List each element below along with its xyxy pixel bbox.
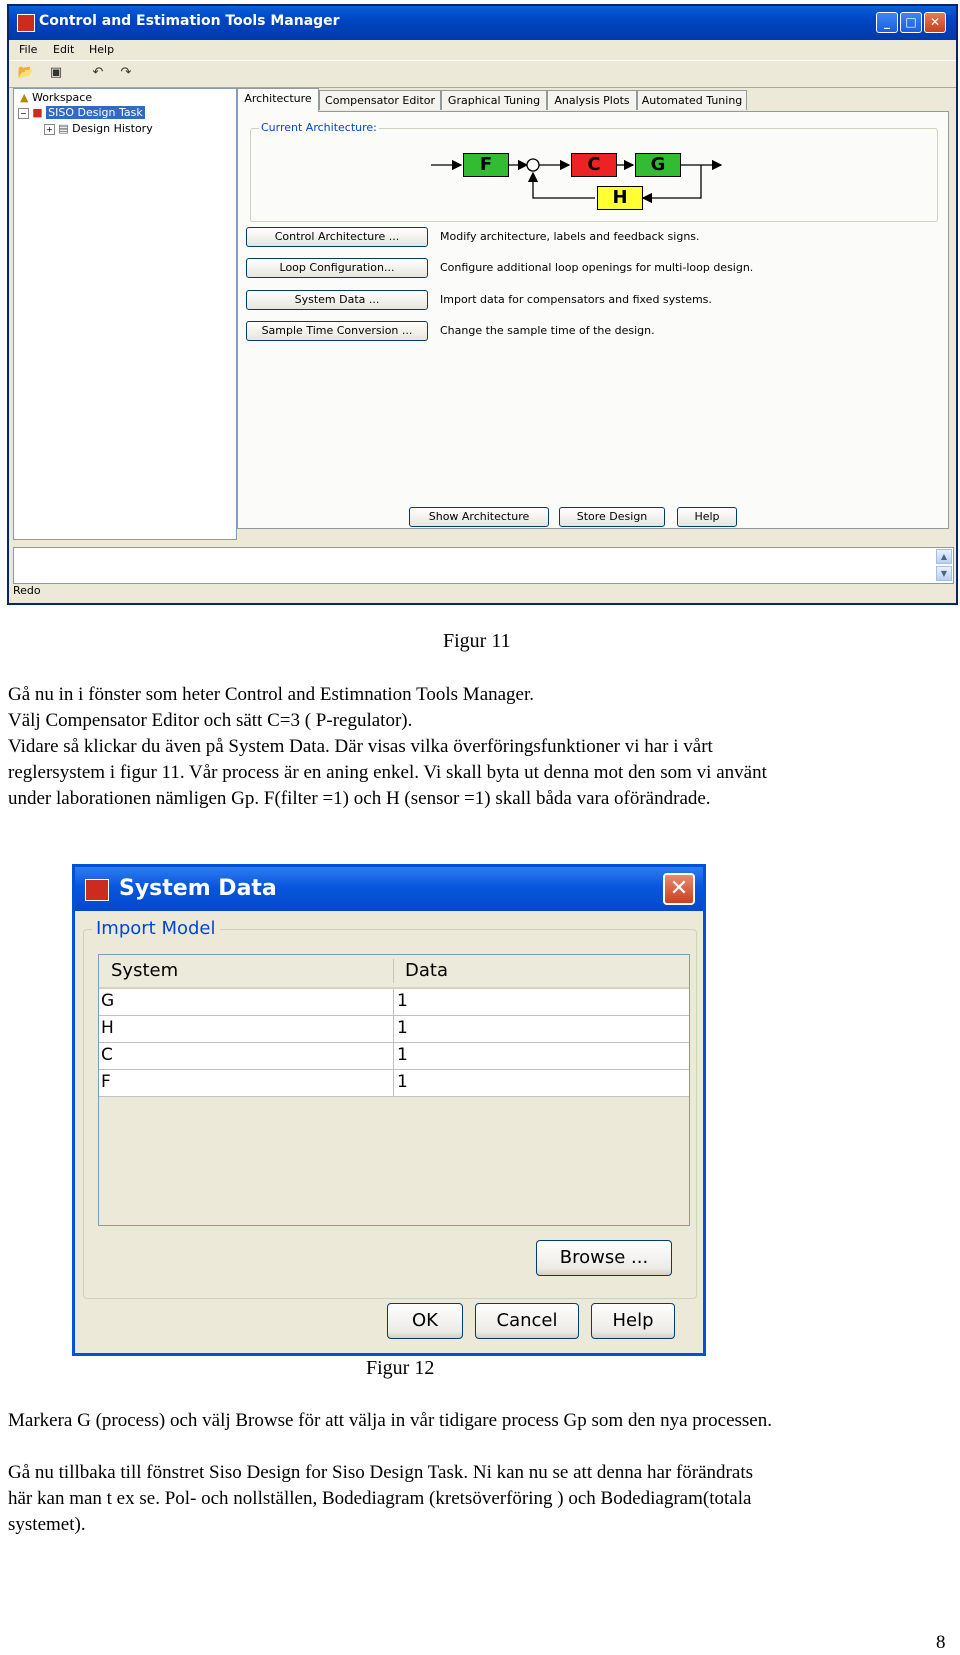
figure-12-caption: Figur 12 bbox=[366, 1357, 435, 1379]
task-icon: ■ bbox=[32, 106, 43, 119]
system-data-button[interactable]: System Data ... bbox=[246, 290, 428, 310]
paragraph-1-line-1: Gå nu in i fönster som heter Control and Estimnation Tools Manager. bbox=[8, 684, 535, 705]
cancel-button[interactable]: Cancel bbox=[475, 1303, 579, 1339]
cell-data[interactable]: 1 bbox=[397, 1072, 408, 1092]
cell-system[interactable]: F bbox=[101, 1072, 111, 1092]
current-architecture-label: Current Architecture: bbox=[261, 121, 377, 134]
help-button[interactable]: Help bbox=[677, 507, 737, 527]
status-bar: Redo bbox=[13, 584, 41, 597]
tab-strip bbox=[237, 88, 947, 112]
page-number: 8 bbox=[936, 1632, 946, 1653]
sample-time-conversion-description: Change the sample time of the design. bbox=[440, 324, 655, 337]
history-icon: ▤ bbox=[58, 122, 69, 135]
tab-automated-tuning[interactable]: Automated Tuning bbox=[637, 90, 747, 110]
current-architecture-group bbox=[250, 121, 938, 222]
figure-11-caption: Figur 11 bbox=[443, 630, 511, 652]
scroll-down-icon[interactable]: ▼ bbox=[936, 566, 952, 581]
block-h[interactable]: H bbox=[597, 186, 643, 210]
tree-node-siso-design-task[interactable]: − ■ SISO Design Task bbox=[20, 106, 143, 119]
tab-architecture[interactable]: Architecture bbox=[237, 88, 319, 112]
dialog-close-button[interactable]: ✕ bbox=[663, 873, 695, 905]
ok-button[interactable]: OK bbox=[387, 1303, 463, 1339]
paragraph-1-line-5: under laborationen nämligen Gp. F(filter =1) och H (sensor =1) skall båda vara oförändrade. bbox=[8, 788, 711, 809]
open-folder-icon[interactable]: 📂 bbox=[17, 65, 35, 80]
paragraph-3-line-2: här kan man t ex se. Pol- och nollställen, Bodediagram (kretsöverföring ) och Bodediagram(totala bbox=[8, 1488, 752, 1509]
block-f[interactable]: F bbox=[463, 153, 509, 177]
control-estimation-tools-window bbox=[7, 4, 958, 605]
browse-button[interactable]: Browse ... bbox=[536, 1240, 672, 1276]
cell-system[interactable]: C bbox=[101, 1045, 113, 1065]
menu-file[interactable]: File bbox=[19, 43, 38, 56]
cell-system[interactable]: G bbox=[101, 991, 115, 1011]
dialog-title-bar bbox=[75, 867, 703, 911]
redo-icon[interactable]: ↷ bbox=[120, 65, 132, 80]
help-button[interactable]: Help bbox=[591, 1303, 675, 1339]
import-model-label: Import Model bbox=[92, 918, 220, 939]
paragraph-2: Markera G (process) och välj Browse för att välja in vår tidigare process Gp som den nya processen. bbox=[8, 1410, 772, 1431]
block-c[interactable]: C bbox=[571, 153, 617, 177]
app-icon bbox=[85, 879, 109, 901]
workspace-icon: ▲ bbox=[20, 91, 29, 104]
paragraph-3-line-1: Gå nu tillbaka till fönstret Siso Design for Siso Design Task. Ni kan nu se att denna har förändrats bbox=[8, 1462, 753, 1483]
system-data-table bbox=[98, 954, 690, 1226]
system-data-description: Import data for compensators and fixed systems. bbox=[440, 293, 712, 306]
system-data-dialog bbox=[72, 864, 706, 1356]
tab-graphical-tuning[interactable]: Graphical Tuning bbox=[441, 90, 547, 110]
title-bar bbox=[9, 6, 956, 40]
cell-data[interactable]: 1 bbox=[397, 1018, 408, 1038]
column-divider bbox=[393, 989, 394, 1097]
tab-compensator-editor[interactable]: Compensator Editor bbox=[319, 90, 441, 110]
architecture-panel bbox=[237, 111, 949, 529]
loop-configuration-description: Configure additional loop openings for multi-loop design. bbox=[440, 261, 754, 274]
table-row[interactable] bbox=[99, 1070, 689, 1097]
tab-analysis-plots[interactable]: Analysis Plots bbox=[547, 90, 637, 110]
store-design-button[interactable]: Store Design bbox=[559, 507, 665, 527]
close-button[interactable]: ✕ bbox=[924, 12, 946, 33]
table-row[interactable] bbox=[99, 1043, 689, 1070]
expand-icon[interactable]: + bbox=[46, 125, 53, 134]
paragraph-3-line-3: systemet). bbox=[8, 1514, 86, 1535]
table-row[interactable] bbox=[99, 989, 689, 1016]
loop-configuration-button[interactable]: Loop Configuration... bbox=[246, 258, 428, 278]
sample-time-conversion-button[interactable]: Sample Time Conversion ... bbox=[246, 321, 428, 341]
undo-icon[interactable]: ↶ bbox=[92, 65, 104, 80]
paragraph-1-line-4: reglersystem i figur 11. Vår process är en aning enkel. Vi skall byta ut denna mot den som vi använt bbox=[8, 762, 767, 783]
tree-node-workspace[interactable]: ▲ Workspace bbox=[20, 91, 93, 104]
console-area[interactable] bbox=[13, 547, 954, 584]
minimize-button[interactable]: _ bbox=[876, 12, 898, 33]
tree-node-design-history[interactable]: + ▤ Design History bbox=[46, 122, 153, 135]
column-header-data[interactable]: Data bbox=[405, 960, 448, 981]
column-header-system[interactable]: System bbox=[111, 960, 179, 981]
menu-bar bbox=[9, 40, 956, 60]
window-title: Control and Estimation Tools Manager bbox=[39, 13, 340, 29]
control-architecture-button[interactable]: Control Architecture ... bbox=[246, 227, 428, 247]
cell-data[interactable]: 1 bbox=[397, 991, 408, 1011]
scroll-up-icon[interactable]: ▲ bbox=[936, 549, 952, 564]
import-model-group bbox=[83, 918, 697, 1299]
toolbar bbox=[9, 60, 956, 88]
collapse-icon[interactable]: − bbox=[20, 109, 27, 118]
menu-edit[interactable]: Edit bbox=[53, 43, 75, 56]
paragraph-1-line-3: Vidare så klickar du även på System Data. Där visas vilka överföringsfunktioner vi har i vårt bbox=[8, 736, 713, 757]
table-header bbox=[99, 955, 689, 989]
save-icon[interactable]: ▣ bbox=[49, 65, 63, 80]
table-row[interactable] bbox=[99, 1016, 689, 1043]
block-g[interactable]: G bbox=[635, 153, 681, 177]
cell-system[interactable]: H bbox=[101, 1018, 114, 1038]
maximize-button[interactable]: □ bbox=[900, 12, 922, 33]
control-architecture-description: Modify architecture, labels and feedback signs. bbox=[440, 230, 700, 243]
workspace-tree bbox=[13, 88, 237, 540]
show-architecture-button[interactable]: Show Architecture bbox=[409, 507, 549, 527]
app-icon bbox=[17, 14, 35, 32]
dialog-title: System Data bbox=[119, 876, 277, 901]
cell-data[interactable]: 1 bbox=[397, 1045, 408, 1065]
menu-help[interactable]: Help bbox=[89, 43, 115, 56]
paragraph-1-line-2: Välj Compensator Editor och sätt C=3 ( P-regulator). bbox=[8, 710, 413, 731]
